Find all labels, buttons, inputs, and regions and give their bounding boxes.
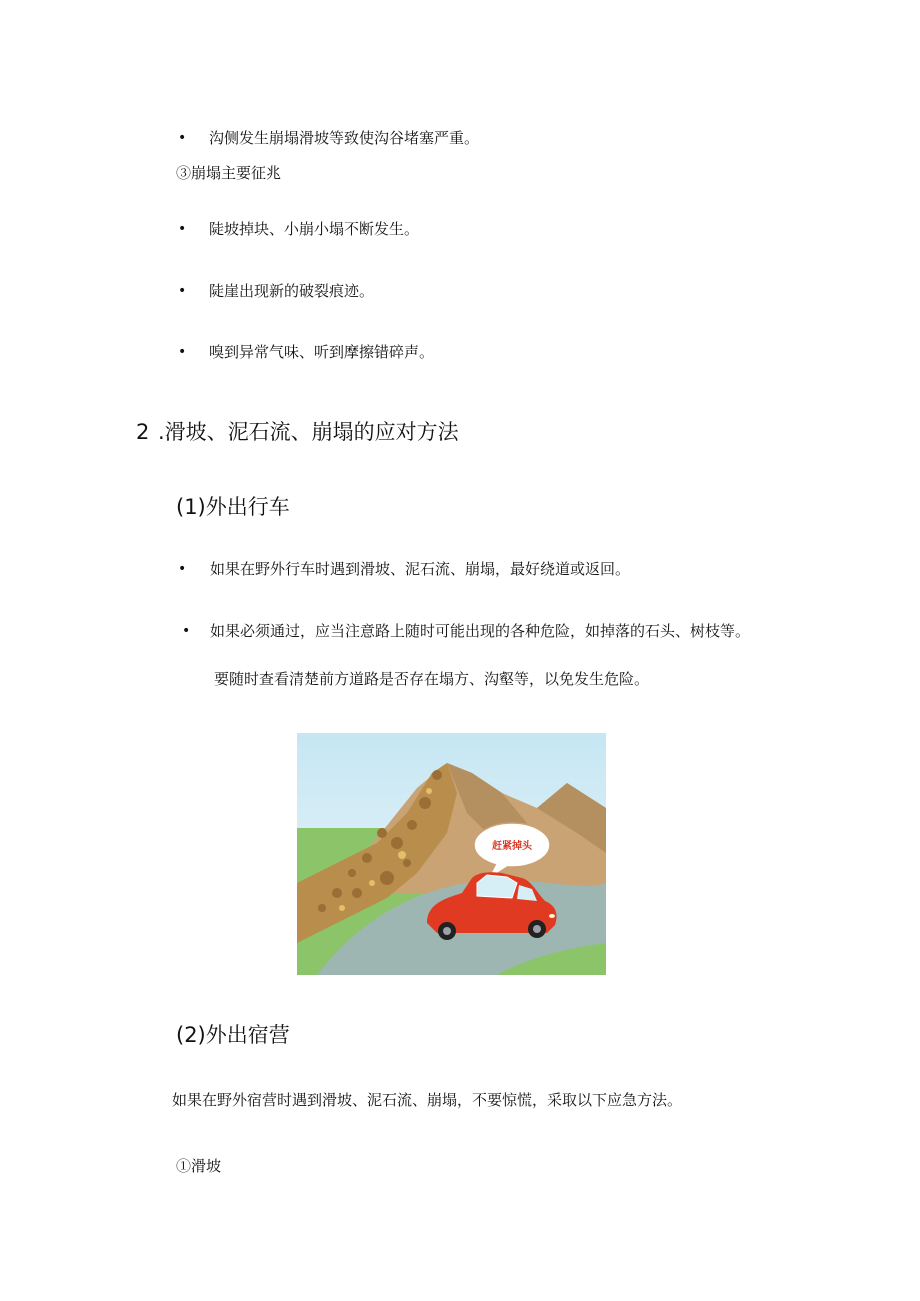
section-heading (136, 419, 459, 445)
driving-item: 如果在野外行车时遇到滑坡、泥石流、崩塌，最好绕道或返回。 (210, 560, 631, 578)
subsection-heading-camping: (2)外出宿营 (176, 1023, 290, 1047)
camping-intro: 如果在野外宿营时遇到滑坡、泥石流、崩塌，不要惊慌，采取以下应急方法。 (172, 1091, 683, 1109)
collapse-sign-item: 陡崖出现新的破裂痕迹。 (209, 282, 375, 300)
collapse-sign-item: 嗅到异常气味、听到摩擦错碎声。 (209, 343, 435, 361)
subsection-heading-driving: (1)外出行车 (176, 495, 290, 519)
collapse-sign-item: 陡坡掉块、小崩小塌不断发生。 (209, 220, 420, 238)
bullet-marker: • (178, 221, 187, 237)
speech-bubble-text: 赶紧掉头 (492, 841, 532, 852)
landslide-subtitle: ①滑坡 (176, 1157, 222, 1175)
bullet-marker: • (178, 561, 187, 577)
bullet-marker: • (178, 283, 187, 299)
bullet-marker: • (178, 130, 187, 146)
section-number: 2 (136, 420, 150, 444)
collapse-signs-title: ③崩塌主要征兆 (176, 164, 282, 182)
debris-flow-bullet-text: 沟侧发生崩塌滑坡等致使沟谷堵塞严重。 (209, 129, 480, 147)
landslide-car-illustration (297, 733, 606, 975)
driving-item: 如果必须通过，应当注意路上随时可能出现的各种危险，如掉落的石头、树枝等。 (210, 622, 751, 640)
driving-continuation: 要随时查看清楚前方道路是否存在塌方、沟壑等，以免发生危险。 (214, 670, 650, 688)
section-title: .滑坡、泥石流、崩塌的应对方法 (158, 420, 459, 444)
bullet-marker: • (182, 623, 191, 639)
illustration-svg (297, 733, 606, 975)
bullet-marker: • (178, 344, 187, 360)
